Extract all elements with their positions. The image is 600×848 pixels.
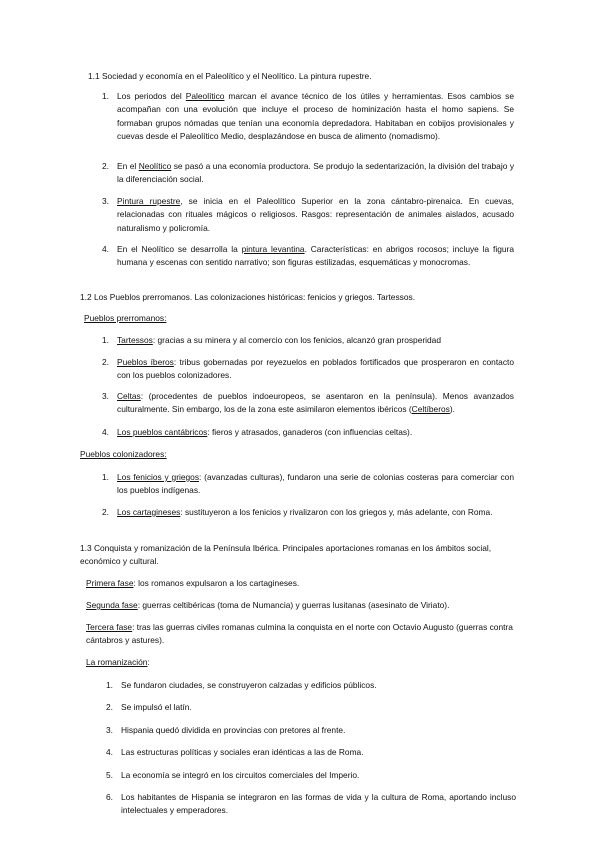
list-number: 2.	[102, 357, 109, 367]
list-item	[102, 390, 514, 417]
list-item	[102, 160, 514, 187]
list-item-text: Se impulsó el latín.	[121, 702, 192, 712]
list-item-text: Se fundaron ciudades, se construyeron calzadas y edificios públicos.	[121, 680, 377, 690]
phase-paragraph: Segunda fase: guerras celtibéricas (toma de Numancia) y guerras lusitanas (asesinato de Viriato).	[86, 600, 450, 610]
section-heading-1-3: 1.3 Conquista y romanización de la Península Ibérica. Principales aportaciones romanas en los ámbitos social, económico y cultural.	[80, 543, 492, 567]
list-item-text: En el Neolítico se desarrolla la pintura levantina. Características: en abrigos rocosos; incluye la figura humana y escenas con sentido narrativo; son figuras estilizadas, esquemáticas y monocromas.	[117, 244, 514, 268]
list-item-text: Celtas: (procedentes de pueblos indoeuropeos, se asentaron en la península). Menos avanzados culturalmente. Sin embargo, los de la zona este asimilaron elementos ibéricos (Celtíberos).	[117, 391, 514, 415]
list-item-text: Tartessos: gracias a su minera y al comercio con los fenicios, alcanzó gran prosperidad	[117, 335, 441, 345]
phase-label: Primera fase	[86, 578, 134, 588]
phase-paragraph: Primera fase: los romanos expulsaron a los cartagineses.	[86, 578, 300, 588]
list-number: 2.	[102, 507, 109, 517]
list-item	[106, 746, 516, 759]
list-number: 2.	[106, 702, 113, 712]
list-item	[102, 356, 514, 383]
list-item-text: Los cartagineses: sustituyeron a los fenicios y rivalizaron con los griegos y, más adelante, con Roma.	[117, 507, 493, 517]
section-heading-1-1: 1.1 Sociedad y economía en el Paleolítico y el Neolítico. La pintura rupestre.	[88, 71, 372, 81]
term-pintura-rupestre: Pintura rupestre	[117, 196, 181, 206]
list-number: 5.	[106, 770, 113, 780]
list-item	[102, 471, 514, 498]
list-number: 6.	[106, 792, 113, 802]
list-item-text: En el Neolítico se pasó a una economía productora. Se produjo la sedentarización, la división del trabajo y la diferenciación social.	[117, 161, 515, 185]
list-number: 4.	[102, 427, 109, 437]
list-item	[102, 334, 514, 347]
term-pintura-levantina: pintura levantina	[241, 244, 305, 254]
list-item-text: La economía se integró en los circuitos comerciales del Imperio.	[121, 770, 360, 780]
subheading-pueblos-prerromanos: Pueblos prerromanos:	[84, 313, 167, 323]
list-number: 3.	[102, 391, 109, 401]
list-number: 1.	[102, 472, 109, 482]
phase-label: Tercera fase	[86, 622, 133, 632]
list-number: 2.	[102, 161, 109, 171]
list-number: 3.	[106, 725, 113, 735]
list-item	[106, 679, 516, 692]
section-heading-1-2: 1.2 Los Pueblos prerromanos. Las colonizaciones históricas: fenicios y griegos. Tartessos.	[80, 292, 416, 302]
list-item	[106, 701, 516, 714]
list-item-text: Los fenicios y griegos: (avanzadas culturas), fundaron una serie de colonias costeras para comerciar con los pueblos indígenas.	[117, 472, 514, 496]
list-number: 4.	[106, 747, 113, 757]
list-item	[102, 243, 514, 270]
list-number: 1.	[106, 680, 113, 690]
list-item-text: Los periodos del Paleolítico marcan el avance técnico de los útiles y herramientas. Esos cambios se acompañan con una evolución que incluye el proceso de hominización hasta el homo sapiens. Se formaban grupos nómadas que tenían una economía depredadora. Habitaban en cobijos provisionales y cuevas desde el Paleolítico Medio, desplazándose en busca de alimento (nomadismo).	[117, 91, 514, 141]
list-item-text: Los habitantes de Hispania se integraron en las formas de vida y la cultura de Roma, aportando incluso intelectuales y emperadores.	[121, 792, 516, 816]
list-number: 1.	[102, 91, 109, 101]
list-item	[102, 90, 514, 143]
list-item-text: Pintura rupestre, se inicia en el Paleolítico Superior en la zona cántabro-pirenaica. En cuevas, relacionadas con rituales mágicos o religiosos. Rasgos: representación de animales aislados, acusado naturalismo y policromía.	[117, 196, 514, 233]
list-number: 3.	[102, 196, 109, 206]
list-item	[106, 724, 516, 737]
phase-label: Segunda fase	[86, 600, 138, 610]
term-neolitico: Neolítico	[138, 161, 172, 171]
list-item	[102, 506, 514, 519]
list-item-text: Los pueblos cantábricos: fieros y atrasados, ganaderos (con influencias celtas).	[117, 427, 413, 437]
term-paleolitico: Paleolítico	[185, 91, 225, 101]
list-item-text: Pueblos íberos: tribus gobernadas por reyezuelos en poblados fortificados que prosperaron en contacto con los pueblos colonizadores.	[117, 357, 514, 381]
subheading-pueblos-colonizadores: Pueblos colonizadores:	[80, 449, 167, 459]
list-item	[106, 791, 516, 818]
phase-paragraph: Tercera fase: tras las guerras civiles romanas culmina la conquista en el norte con Octavio Augusto (guerras contra cántabros y astures).	[86, 622, 513, 646]
list-item	[102, 426, 514, 439]
list-number: 4.	[102, 244, 109, 254]
subheading-romanizacion: La romanización:	[86, 657, 150, 667]
list-item-text: Las estructuras políticas y sociales eran idénticas a las de Roma.	[121, 747, 364, 757]
list-item	[102, 195, 514, 235]
list-number: 1.	[102, 335, 109, 345]
list-item	[106, 769, 516, 782]
list-item-text: Hispania quedó dividida en provincias con pretores al frente.	[121, 725, 346, 735]
